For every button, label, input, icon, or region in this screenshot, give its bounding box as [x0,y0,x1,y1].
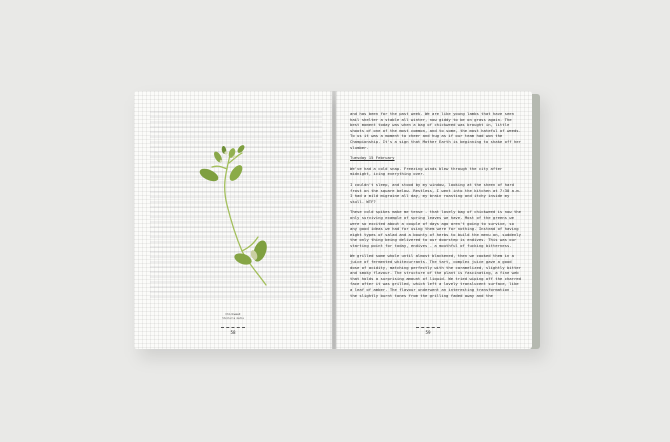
plant-leaves [198,144,270,267]
paragraph: and has been for the past week. We are like young lambs that have seen hail shelter a stable all winter, now giddy to be on grass again. The best moment today was when a bag of chickweed was brought in, little shoots of one of the most common, and to some, the most hateful of weeds. To us it was a moment to cheer and hug as if our team had won the Championship. It's a sign that Mother Earth is beginning to shake off her slumber. [350,111,521,150]
open-notebook [134,91,532,349]
left-page-number: 58 [230,330,236,335]
paragraph: These cold spikes make me tense - that lovely bag of chickweed is now the only surviving example of spring leaves we have. Most of the greens we were so excited about a couple of days ago aren't going to survive, so any good ideas we had for using them were for nothing. Instead of having eight types of salad and a bounty of herbs to build the menu on, suddenly the only thing being delivered to our doorstep is endives. This was our starting point for today, endives - a mouthful of fucking bitterness. [350,209,521,248]
left-page [134,91,332,349]
paragraph: We've had a cold snap. Freezing winds blew through the city after midnight, icing everything over. [350,165,503,177]
paragraph: We grilled some whole until almost blackened, then we cooked them in a juice of fermented whitecurrants. The tart, complex juice gave a good dose of acidity, matching perfectly with the caramelized, slightly bitter and smoky flavour. The structure of the plant is fascinating, a fine web that holds a surprising amount of liquid. We tried wiping off the charred face after it was grilled, which left a lovely translucent surface, like a leaf of amber. The flavour underwent an interesting transformation - the slightly burnt tones from the grilling faded away and the [350,253,521,298]
journal-text [350,111,522,303]
plant-caption-name: Chickweed [225,313,241,316]
leaf [227,163,245,183]
page-number-rule [221,327,245,328]
right-page-number: 59 [425,330,431,335]
right-page [336,91,532,349]
leaf [198,166,220,184]
leaf [236,144,246,154]
entry-date: Tuesday 15 February [350,155,395,161]
paragraph: I couldn't sleep, and stood by my window, looking at the sheen of hard frost on the square below. Restless, I went into the kitchen at 7:30 a.m. I had a mild migraine all day, my brain roasting and itchy inside my skull. WTF? [350,181,521,204]
pressed-chickweed-plant [196,143,280,289]
plant-caption-latin: Stellaria media [222,317,244,320]
book-gutter [330,91,338,349]
page-number-rule [416,327,440,328]
